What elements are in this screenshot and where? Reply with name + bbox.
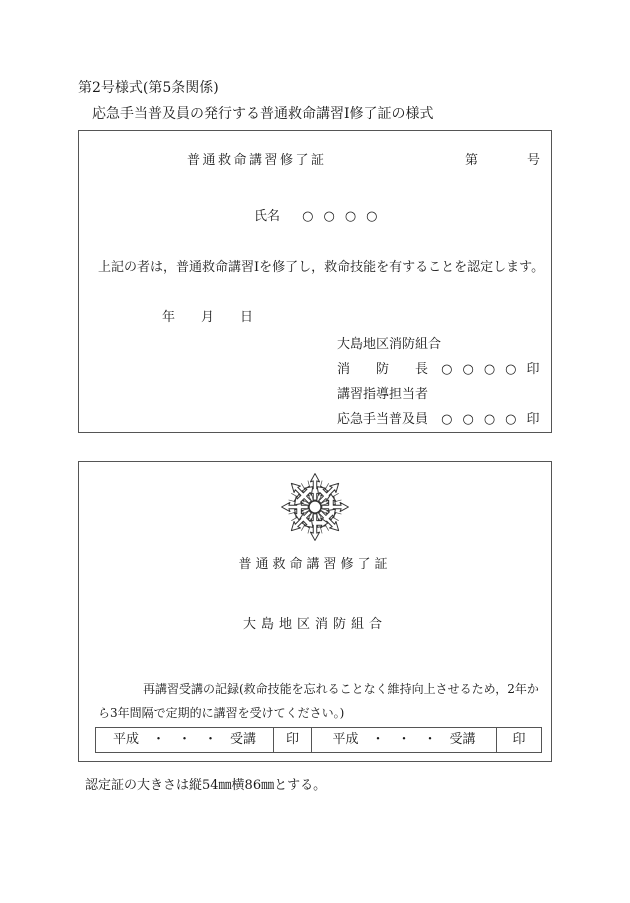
certificate-number (465, 153, 540, 169)
form-subtitle: 応急手当普及員の発行する普通救命講習Ⅰ修了証の様式 (92, 106, 434, 122)
retraining-note: 再講習受講の記録(救命技能を忘れることなく維持向上させるため，2年から3年間隔で定期的に講習を受けてください。) (98, 682, 539, 720)
name-row (79, 209, 551, 225)
instructor-heading: 講習指導担当者 (337, 387, 429, 402)
form-number-label: 第2号様式(第5条関係) (78, 80, 219, 96)
card-size-note: 認定証の大きさは縦54㎜横86㎜とする。 (85, 778, 327, 793)
issuer-organization: 大島地区消防組合 (337, 337, 442, 352)
promoter-name-seal: ○ ○ ○ ○ 印 (441, 412, 539, 427)
record-seal-cell: 印 (274, 728, 312, 752)
promoter-signature-row (337, 407, 551, 432)
retraining-record-table (95, 727, 542, 753)
certificate-number-prefix: 第 (464, 153, 478, 168)
fire-chief-name-seal: ○ ○ ○ ○ 印 (441, 362, 539, 377)
certificate-back (78, 461, 552, 762)
certification-statement: 上記の者は，普通救命講習Ⅰを修了し，救命技能を有することを認定します。 (98, 260, 545, 275)
back-certificate-title: 普通救命講習修了証 (238, 557, 392, 572)
promoter-title: 応急手当普及員 (337, 412, 429, 427)
fire-department-crest-icon (277, 469, 353, 545)
back-organization: 大島地区消防組合 (242, 617, 387, 632)
issuer-block (337, 332, 551, 432)
date-line: 年 月 日 (162, 310, 254, 325)
fire-chief-signature-row (337, 357, 551, 382)
fire-chief-title: 消 防 長 (337, 362, 429, 377)
certificate-number-suffix: 号 (526, 153, 540, 168)
name-placeholder-circles: ○ ○ ○ ○ (302, 209, 377, 224)
certificate-title-row (79, 153, 551, 169)
certificate-title: 普通救命講習修了証 (187, 153, 327, 168)
record-date-cell: 平成 ・ ・ ・ 受講 (96, 728, 274, 752)
certificate-front (78, 130, 552, 433)
record-date-cell: 平成 ・ ・ ・ 受講 (312, 728, 497, 752)
record-seal-cell: 印 (512, 732, 526, 747)
name-label: 氏名 (253, 209, 280, 224)
